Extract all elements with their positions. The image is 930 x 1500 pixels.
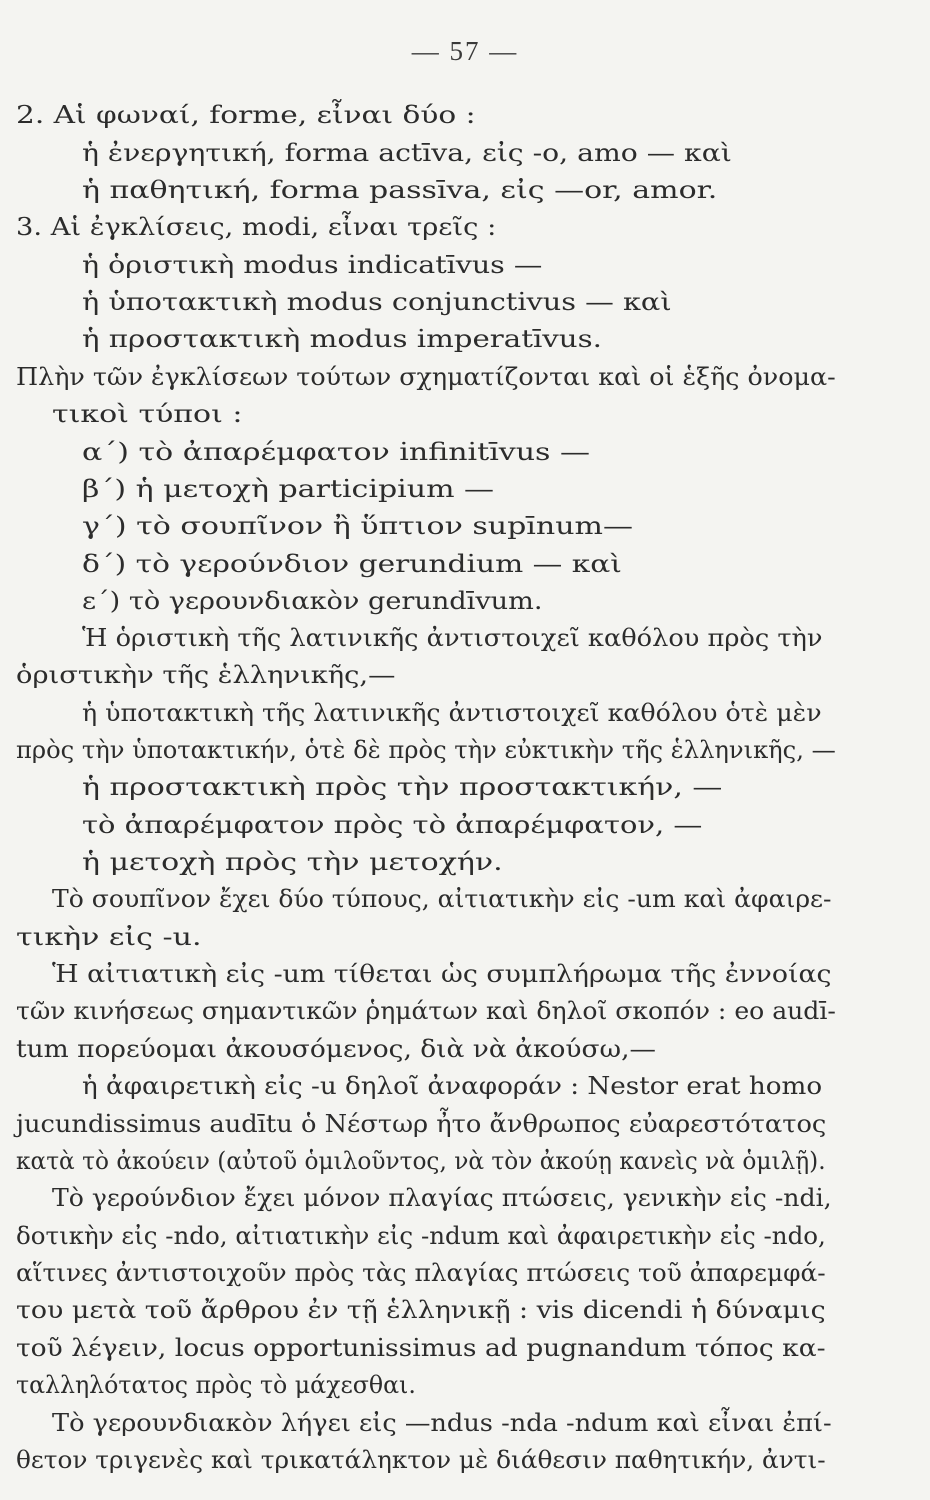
text-line: Τὸ γερουνδιακὸν λήγει εἰς —ndus -nda -ndum καὶ εἶναι ἐπί-	[52, 1409, 832, 1437]
text-line: 3. Αἱ ἐγκλίσεις, modi, εἶναι τρεῖς :	[16, 213, 497, 241]
text-line: Ἡ αἰτιατικὴ εἰς -um τίθεται ὡς συμπλήρωμα τῆς ἐννοίας	[52, 960, 832, 988]
text-line: Τὸ γερούνδιον ἔχει μόνον πλαγίας πτώσεις, γενικὴν εἰς -ndi,	[52, 1184, 832, 1212]
text-line: ἡ παθητική, forma passīva, εἰς —or, amor.	[82, 176, 718, 204]
text-line: ἡ ὑποτακτικὴ τῆς λατινικῆς ἀντιστοιχεῖ καθόλου ὁτὲ μὲν	[82, 699, 822, 727]
text-line: 2. Αἱ φωναί, forme, εἶναι δύο :	[16, 101, 476, 129]
text-line: τῶν κινήσεως σημαντικῶν ῥημάτων καὶ δηλοῖ σκοπόν : eo audī-	[16, 997, 836, 1025]
text-line: ἡ ἐνεργητική, forma actīva, εἰς -o, amo — καὶ	[82, 139, 732, 167]
text-line: β΄) ἡ μετοχὴ participium —	[82, 475, 495, 503]
text-line: γ΄) τὸ σουπῖνον ἢ ὕπτιον supīnum—	[82, 512, 633, 540]
text-line: Πλὴν τῶν ἐγκλίσεων τούτων σχηματίζονται καὶ οἱ ἑξῆς ὀνομα-	[16, 363, 836, 391]
text-line: jucundissimus audītu ὁ Νέστωρ ἦτο ἄνθρωπος εὐαρεστότατος	[16, 1110, 827, 1138]
text-line: ἡ προστακτικὴ πρὸς τὴν προστακτικήν, —	[82, 773, 723, 801]
text-line: τοῦ λέγειν, locus opportunissimus ad pugnandum τόπος κα-	[16, 1334, 826, 1362]
text-line: Ἡ ὁριστικὴ τῆς λατινικῆς ἀντιστοιχεῖ καθόλου πρὸς τὴν	[82, 624, 823, 652]
text-line: κατὰ τὸ ἀκούειν (αὐτοῦ ὁμιλοῦντος, νὰ τὸν ἀκούῃ κανεὶς νὰ ὁμιλῇ).	[16, 1147, 826, 1175]
text-line: ὁριστικὴν τῆς ἑλληνικῆς,—	[16, 661, 396, 689]
text-line: δοτικὴν εἰς -ndo, αἰτιατικὴν εἰς -ndum καὶ ἀφαιρετικὴν εἰς -ndo,	[16, 1222, 826, 1250]
text-line: τικοὶ τύποι :	[52, 400, 243, 428]
text-line: δ΄) τὸ γερούνδιον gerundium — καὶ	[82, 550, 622, 578]
text-line: ἡ προστακτικὴ modus imperatīvus.	[82, 325, 602, 353]
text-line: Τὸ σουπῖνον ἔχει δύο τύπους, αἰτιατικὴν εἰς -um καὶ ἀφαιρε-	[52, 885, 832, 913]
text-line: πρὸς τὴν ὑποτακτικήν, ὁτὲ δὲ πρὸς τὴν εὐκτικὴν τῆς ἑλληνικῆς, —	[16, 736, 836, 764]
text-line: θετον τριγενὲς καὶ τρικατάληκτον μὲ διάθεσιν παθητικήν, ἀντι-	[16, 1446, 826, 1474]
page-number: — 57 —	[411, 36, 519, 66]
text-line: α΄) τὸ ἀπαρέμφατον infinitīvus —	[82, 438, 591, 466]
text-line: ἡ ἀφαιρετικὴ εἰς -u δηλοῖ ἀναφοράν : Nestor erat homo	[82, 1072, 823, 1100]
text-line: ε΄) τὸ γερουνδιακὸν gerundīvum.	[82, 587, 543, 615]
text-line: tum πορεύομαι ἀκουσόμενος, διὰ νὰ ἀκούσω,—	[16, 1035, 656, 1063]
text-line: ἡ μετοχὴ πρὸς τὴν μετοχήν.	[82, 848, 503, 876]
text-line: τὸ ἀπαρέμφατον πρὸς τὸ ἀπαρέμφατον, —	[82, 811, 703, 839]
text-line: ἡ ὁριστικὴ modus indicatīvus —	[82, 251, 543, 279]
text-line: ἡ ὑποτακτικὴ modus conjunctivus — καὶ	[82, 288, 672, 316]
text-line: ταλληλότατος πρὸς τὸ μάχεσθαι.	[16, 1371, 416, 1399]
text-line: του μετὰ τοῦ ἄρθρου ἐν τῇ ἑλληνικῇ : vis dicendi ἡ δύναμις	[16, 1296, 826, 1324]
text-line: τικὴν εἰς -u.	[16, 923, 202, 951]
text-line: αἵτινες ἀντιστοιχοῦν πρὸς τὰς πλαγίας πτώσεις τοῦ ἀπαρεμφά-	[16, 1259, 826, 1287]
